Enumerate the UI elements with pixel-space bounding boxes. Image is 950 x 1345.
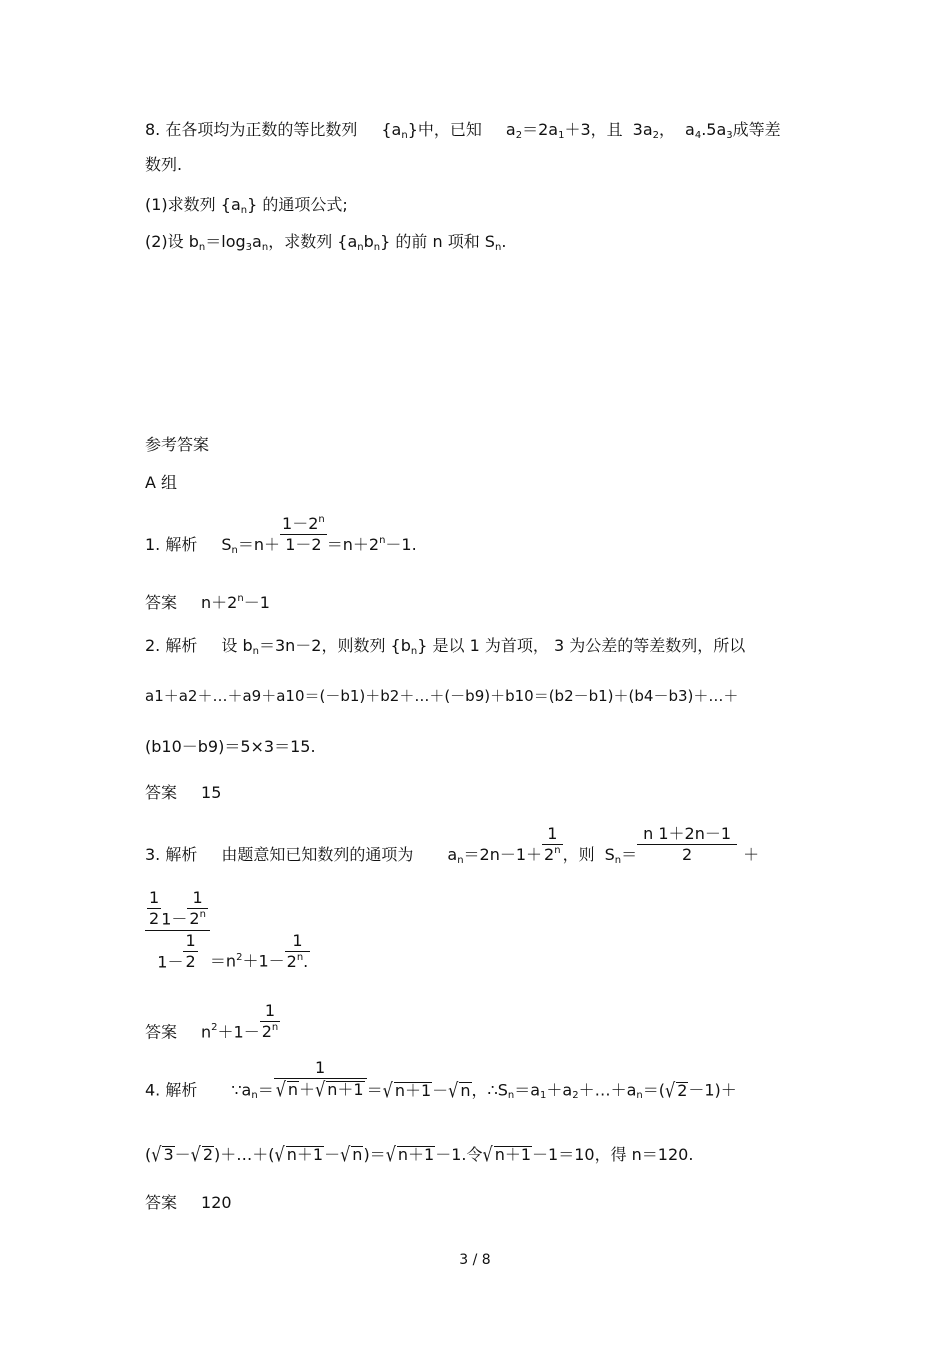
ans3-compound-fraction: $\frac{1}{2}$ 1－ $\frac{1}{2^n}$ 1－ $\frac{1}{2}$ [145,890,210,970]
group-title: A 组 [145,473,178,492]
ans4-line1: 4. 解析 ∵an＝ $\frac{1}{√ n+√ n+1}$ ＝√ n＋1－√ n，∴Sn＝a1＋a2＋…＋an＝(√ 2－1)＋ [145,1058,737,1103]
ans2-line3: (b10－b9)＝5×3＝15. [145,737,316,756]
ref-title: 参考答案 [145,435,210,454]
ans4-answer: 答案 120 [145,1193,232,1212]
q8-line2: 数列. [145,155,183,174]
ans2-line1: 2. 解析 设 bn＝3n－2，则数列 {bn} 是以 1 为首项， 3 为公差的等差数列，所以 [145,636,746,657]
ans3-half-fraction: $\frac{1}{2^n}$ [544,824,561,864]
ans2-answer: 答案 15 [145,783,222,802]
ans2-line2: a1＋a2＋…＋a9＋a10＝(－b1)＋b2＋…＋(－b9)＋b10＝(b2－b1)＋(b4－b3)＋…＋ [145,687,739,705]
ans1-fraction: $\frac{1-2^n}{1-2}$ [282,514,325,554]
q8-part1: (1)求数列 {an} 的通项公式; [145,195,348,216]
ans3-answer: 答案 $n^2+1-$ $\frac{1}{2^n}$ [145,1001,279,1042]
q8-part2: (2)设 bn＝log3an，求数列 {anbn} 的前 n 项和 Sn. [145,232,507,253]
ans3-line2: $\frac{1}{2}$ 1－ $\frac{1}{2^n}$ 1－ $\frac{1}{2}$ $=n^2+1-$ $\frac{1}{2^n.}$ [145,890,310,970]
page-number: 3 / 8 [459,1252,491,1268]
ans4-fraction: $\frac{1}{√ n+√ n+1}$ [274,1060,367,1098]
q8-line1: 8. 在各项均为正数的等比数列 {an}中，已知 a2＝2a1＋3，且 3a2， a4.5a3成等差 [145,120,781,141]
ans4-line2: (√ 3－√ 2)＋…＋(√ n＋1－√ n)＝√ n＋1－1.令√ n＋1－1＝10，得 n＝120. [145,1142,694,1167]
ans3-sum-fraction: $\frac{n 1+2n-1}{2}$ [637,826,737,863]
ans3-line1: 3. 解析 由题意知已知数列的通项为 an＝2n－1＋ $\frac{1}{2^n}$ ，则 Sn＝ $\frac{n 1+2n-1}{2}$ ＋ [145,824,760,866]
ans1-answer: 答案 $n+2^n-1$ [145,593,270,612]
ans1-line: 1. 解析 Sn＝n＋ $\frac{1-2^n}{1-2}$ $=n+2^n-1$. [145,514,417,556]
